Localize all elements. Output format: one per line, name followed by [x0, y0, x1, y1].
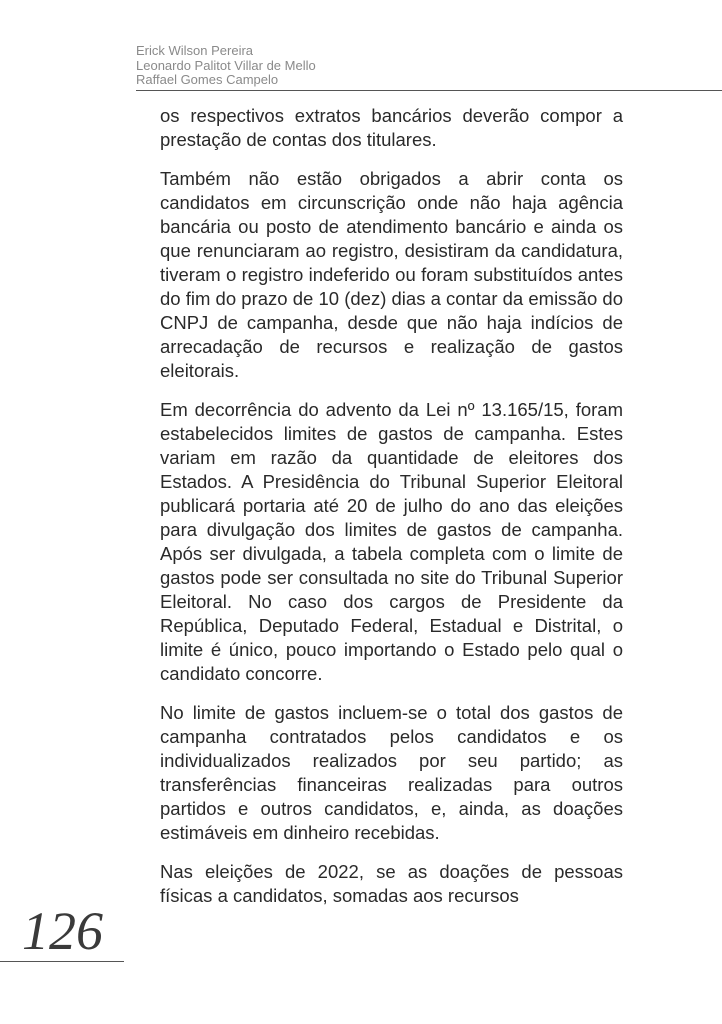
paragraph: Em decorrência do advento da Lei nº 13.165/15, foram estabelecidos limites de gastos de campanha. Estes variam em razão da quantidade de eleitores dos Estados. A Presidência do Tribunal Superior Eleitoral publicará portaria até 20 de julho do ano das eleições para divulgação dos limites de gastos de campanha. Após ser divulgada, a tabela completa com o limite de gastos pode ser consultada no site do Tribunal Superior Eleitoral. No caso dos cargos de Presidente da República, Deputado Federal, Estadual e Distrital, o limite é único, pouco importando o Estado pelo qual o candidato concorre.: [160, 399, 623, 684]
paragraph: Também não estão obrigados a abrir conta os candidatos em circunscrição onde não haja agência bancária ou posto de atendimento bancário e ainda os que renunciaram ao registro, desistiram da candidatura, tiveram o registro indeferido ou foram substituídos antes do fim do prazo de 10 (dez) dias a contar da emissão do CNPJ de campanha, desde que não haja indícios de arrecadação de recursos e realização de gastos eleitorais.: [160, 168, 623, 381]
paragraph: Nas eleições de 2022, se as doações de pessoas físicas a candidatos, somadas aos recursos: [160, 861, 623, 906]
page-number: 126: [22, 901, 103, 961]
header-divider: [136, 90, 722, 91]
paragraph: No limite de gastos incluem-se o total dos gastos de campanha contratados pelos candidatos e os individualizados realizados por seu partido; as transferências financeiras realizadas para outros partidos e outros candidatos, e, ainda, as doações estimáveis em dinheiro recebidas.: [160, 702, 623, 843]
running-header: [136, 44, 316, 88]
author-name: Erick Wilson Pereira: [136, 43, 254, 58]
author-name: Raffael Gomes Campelo: [136, 72, 279, 87]
body-text: [160, 104, 623, 908]
paragraph: os respectivos extratos bancários deverão compor a prestação de contas dos titulares.: [160, 105, 623, 150]
author-name: Leonardo Palitot Villar de Mello: [136, 57, 316, 73]
page-number-divider: [0, 961, 124, 962]
